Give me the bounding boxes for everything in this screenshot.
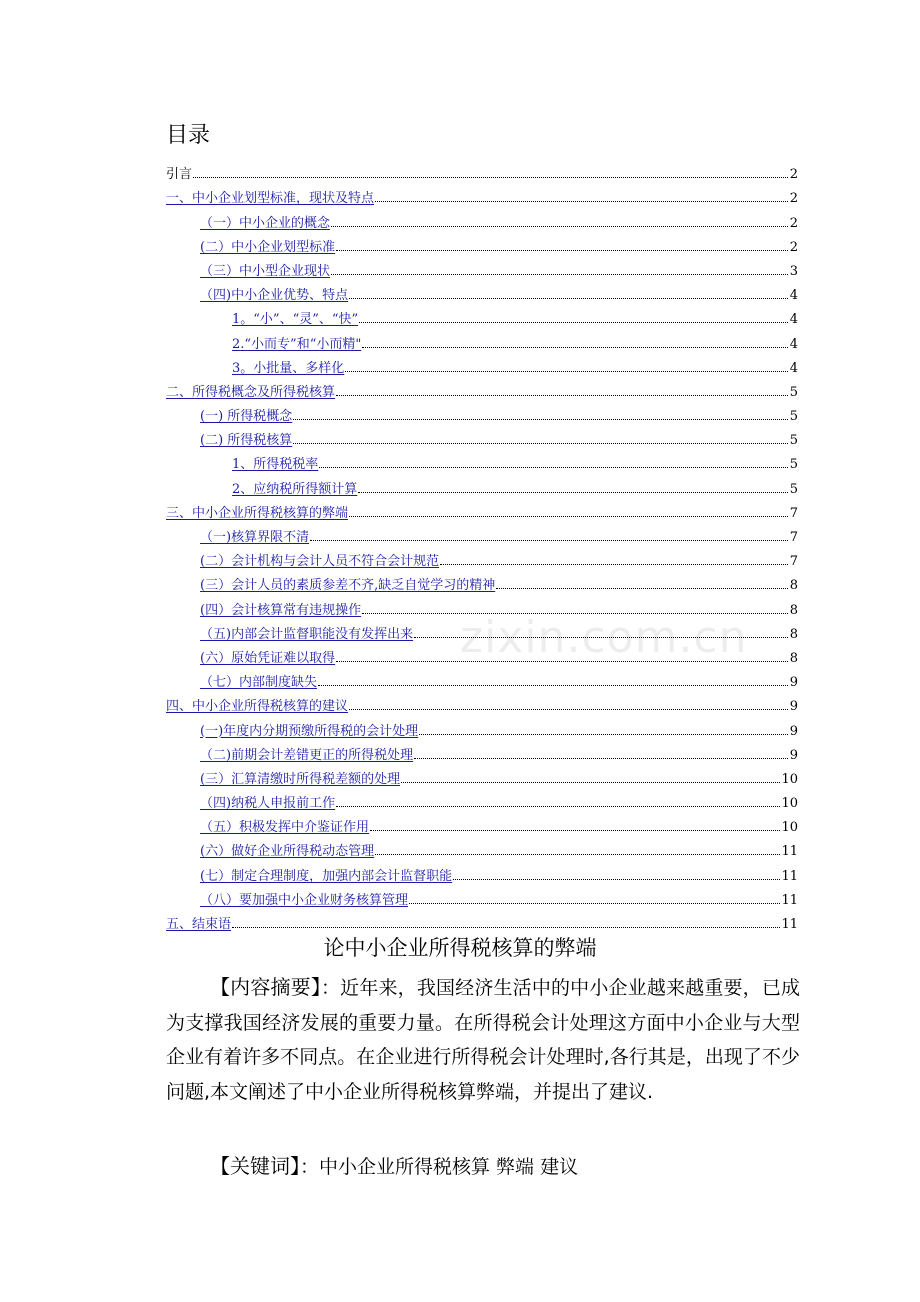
toc-entry[interactable] [166, 739, 798, 763]
toc-entry[interactable] [166, 472, 798, 496]
toc-leader-dots [293, 418, 788, 420]
keywords-text: ：中小企业所得税核算 弊端 建议 [300, 1156, 579, 1178]
toc-leader-dots [336, 660, 788, 662]
toc-page-number: 2 [789, 191, 798, 207]
toc-page-number: 9 [789, 723, 798, 739]
toc-entry[interactable] [166, 448, 798, 472]
toc-leader-dots [349, 708, 788, 710]
toc-page-number: 7 [789, 505, 798, 521]
toc-entry-link[interactable]: (一) 所得税概念 [200, 409, 293, 425]
toc-leader-dots [193, 176, 788, 178]
toc-page-number: 9 [789, 675, 798, 691]
toc-leader-dots [359, 321, 788, 323]
toc-leader-dots [409, 902, 780, 904]
toc-leader-dots [358, 491, 788, 493]
toc-leader-dots [401, 781, 780, 783]
toc-entry[interactable] [166, 666, 798, 690]
toc-leader-dots [331, 273, 788, 275]
toc-leader-dots [336, 805, 780, 807]
toc-page-number: 7 [789, 530, 798, 545]
toc-entry-link[interactable]: （四)纳税人申报前工作 [200, 796, 336, 812]
toc-leader-dots [375, 200, 788, 202]
toc-entry[interactable] [166, 327, 798, 351]
toc-page-number: 9 [789, 747, 798, 763]
toc-entry-link[interactable]: 一、中小企业划型标准，现状及特点 [166, 191, 375, 207]
toc-entry[interactable] [166, 787, 798, 811]
toc-page-number: 4 [789, 288, 798, 304]
toc-entry[interactable] [166, 352, 798, 376]
toc-entry[interactable] [166, 714, 798, 738]
toc-leader-dots [293, 442, 788, 444]
toc-leader-dots [496, 587, 788, 589]
toc-leader-dots [440, 563, 788, 565]
toc-entry-link[interactable]: 3。小批量、多样化 [232, 360, 345, 376]
toc-leader-dots [362, 346, 788, 348]
toc-entry[interactable] [166, 497, 798, 521]
toc-leader-dots [419, 733, 788, 735]
toc-entry-link[interactable]: 1。“小”、“灵”、“快” [232, 312, 359, 328]
toc-page-number: 4 [789, 336, 798, 352]
toc-leader-dots [336, 394, 788, 396]
toc-leader-dots [319, 466, 788, 468]
toc-page-number: 11 [781, 844, 798, 860]
toc-entry-link[interactable]: (四）会计核算常有违规操作 [200, 602, 362, 618]
toc-entry-link[interactable]: （八）要加强中小企业财务核算管理 [200, 892, 409, 908]
toc-page-number: 11 [781, 917, 798, 932]
toc-leader-dots [318, 684, 788, 686]
toc-leader-dots [336, 249, 788, 251]
watermark: zixin.com.cn [460, 612, 748, 663]
toc-leader-dots [362, 612, 788, 614]
keywords-line [210, 1150, 578, 1179]
toc-leader-dots [414, 636, 788, 638]
toc-entry[interactable] [166, 618, 798, 642]
toc-entry[interactable] [166, 593, 798, 617]
toc-entry[interactable] [166, 206, 798, 230]
toc-entry-link[interactable]: 2.“小而专”和“小而精" [232, 336, 362, 352]
toc-page-number: 3 [789, 263, 798, 279]
abstract-paragraph [166, 970, 800, 1109]
toc-entry-link[interactable]: 五、结束语 [166, 917, 232, 932]
toc-page-number: 9 [789, 699, 798, 715]
toc-entry[interactable] [166, 424, 798, 448]
toc-entry[interactable] [166, 231, 798, 255]
toc-page-number: 11 [781, 892, 798, 908]
toc-page-number: 7 [789, 554, 798, 570]
toc-entry[interactable] [166, 835, 798, 859]
toc-entry-link[interactable]: （一)核算界限不清 [200, 530, 310, 545]
toc-entry[interactable] [166, 763, 798, 787]
toc-page-number: 8 [789, 578, 798, 594]
toc-entry-link[interactable]: (二）中小企业划型标准 [200, 239, 336, 255]
toc-page-number: 10 [781, 771, 798, 787]
toc-leader-dots [310, 539, 788, 541]
toc-leader-dots [349, 515, 788, 517]
toc-page-number: 5 [789, 433, 798, 449]
toc-entry-link[interactable]: （五)内部会计监督职能没有发挥出来 [200, 626, 414, 642]
toc-page-number: 10 [781, 820, 798, 836]
toc-page-number: 4 [789, 360, 798, 376]
toc-page-number: 2 [789, 239, 798, 255]
toc-entry-link[interactable]: (一)年度内分期预缴所得税的会计处理 [200, 723, 419, 739]
toc-entry-link[interactable]: 2、应纳税所得额计算 [232, 481, 358, 497]
toc-entry[interactable] [166, 690, 798, 714]
toc-entry-link[interactable]: （四)中小企业优势、特点 [200, 288, 349, 304]
toc-page-number: 11 [781, 868, 798, 884]
toc-leader-dots [349, 297, 788, 299]
toc-page-number: 8 [789, 650, 798, 666]
article-title: 论中小企业所得税核算的弊端 [323, 936, 597, 960]
toc-entry-link[interactable]: (六）做好企业所得税动态管理 [200, 844, 375, 860]
toc-entry-link[interactable]: 1、所得税税率 [232, 457, 319, 473]
toc-page-number: 8 [789, 626, 798, 642]
toc-entry-link[interactable]: （七）内部制度缺失 [200, 675, 318, 691]
toc-title: 目录 [166, 123, 211, 148]
toc-leader-dots [453, 878, 780, 880]
toc-page-number: 5 [789, 481, 798, 497]
abstract-text: ：近年来，我国经济生活中的中小企业越来越重要，已成为支撑我国经济发展的重要力量。在所得税会计处理这方面中小企业与大型企业有着许多不同点。在企业进行所得税会计处理时,各行其是，出现了不少问题,本文阐述了中小企业所得税核算弊端，并提出了建议. [166, 977, 800, 1103]
toc-page-number: 5 [789, 457, 798, 473]
toc-entry-link[interactable]: 三、中小企业所得税核算的弊端 [166, 505, 349, 521]
toc-entry-link[interactable]: （五）积极发挥中介鉴证作用 [200, 820, 370, 836]
toc-entry[interactable] [166, 642, 798, 666]
toc-entry-link[interactable]: (六）原始凭证难以取得 [200, 650, 336, 666]
toc-page-number: 4 [789, 312, 798, 328]
toc-leader-dots [375, 853, 780, 855]
toc-entry[interactable] [166, 908, 798, 932]
toc-entry[interactable] [166, 182, 798, 206]
table-of-contents [166, 158, 798, 932]
toc-entry-link[interactable]: (三）会计人员的素质参差不齐,缺乏自觉学习的精神 [200, 578, 496, 594]
toc-entry-link[interactable]: （三）中小型企业现状 [200, 263, 331, 279]
toc-leader-dots [232, 926, 780, 928]
toc-page-number: 8 [789, 602, 798, 618]
keywords-label: 【关键词】 [210, 1154, 300, 1178]
toc-entry[interactable] [166, 279, 798, 303]
toc-entry[interactable] [166, 255, 798, 279]
toc-entry-link[interactable]: (七）制定合理制度，加强内部会计监督职能 [200, 868, 453, 884]
toc-entry-link[interactable]: （一）中小企业的概念 [200, 215, 331, 231]
toc-entry[interactable] [166, 859, 798, 883]
toc-entry[interactable] [166, 376, 798, 400]
toc-entry[interactable] [166, 884, 798, 908]
toc-entry[interactable] [166, 811, 798, 835]
toc-entry-link[interactable]: (二) 所得税核算 [200, 433, 293, 449]
toc-page-number: 10 [781, 796, 798, 812]
toc-page-number: 2 [789, 215, 798, 231]
toc-page-number: 5 [789, 409, 798, 425]
toc-entry-link[interactable]: 二、所得税概念及所得税核算 [166, 384, 336, 400]
toc-page-number: 5 [789, 384, 798, 400]
toc-page-number: 2 [789, 167, 798, 183]
toc-entry[interactable] [166, 521, 798, 545]
toc-entry[interactable] [166, 400, 798, 424]
toc-leader-dots [331, 225, 788, 227]
toc-entry-link[interactable]: (三）汇算清缴时所得税差额的处理 [200, 771, 401, 787]
toc-entry[interactable] [166, 545, 798, 569]
toc-entry [166, 158, 798, 182]
toc-entry-label: 引言 [166, 167, 193, 183]
toc-leader-dots [414, 757, 788, 759]
toc-entry[interactable] [166, 569, 798, 593]
toc-entry[interactable] [166, 303, 798, 327]
toc-leader-dots [345, 370, 788, 372]
toc-entry-link[interactable]: （二)前期会计差错更正的所得税处理 [200, 747, 414, 763]
toc-entry-link[interactable]: 四、中小企业所得税核算的建议 [166, 699, 349, 715]
toc-leader-dots [370, 829, 780, 831]
toc-entry-link[interactable]: (二）会计机构与会计人员不符合会计规范 [200, 554, 440, 570]
abstract-label: 【内容摘要】 [210, 975, 321, 999]
